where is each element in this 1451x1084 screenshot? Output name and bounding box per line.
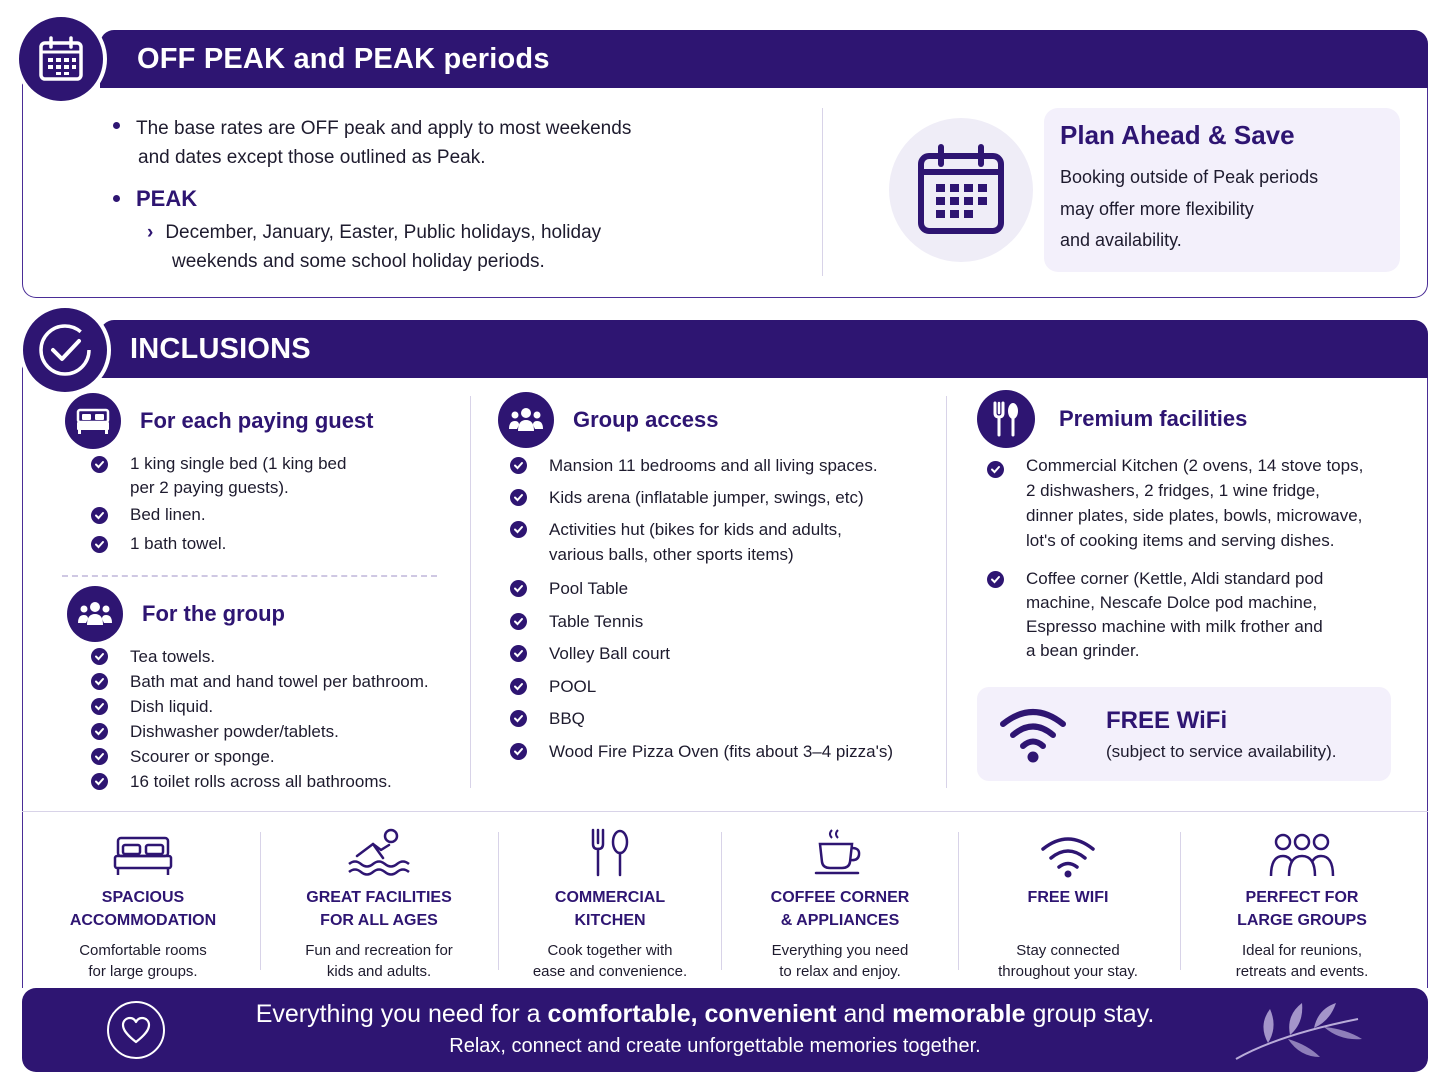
banner-space bbox=[698, 1000, 705, 1028]
list-item bbox=[500, 739, 940, 764]
item-text: various balls, other sports items) bbox=[549, 545, 794, 564]
item-text: Kids arena (inflatable jumper, swings, etc) bbox=[549, 488, 864, 507]
feature-desc-line: ease and convenience. bbox=[532, 963, 688, 980]
list-item bbox=[500, 517, 940, 567]
item-text: Pool Table bbox=[549, 579, 629, 598]
item-text: dinner plates, side plates, bowls, microwave, bbox=[1026, 506, 1363, 525]
feature-title bbox=[269, 886, 489, 932]
list-item bbox=[500, 485, 940, 510]
feature-title-line: GREAT FACILITIES bbox=[306, 889, 452, 906]
feature-icon bbox=[730, 822, 950, 878]
feature-title-line: COFFEE CORNER bbox=[770, 889, 910, 906]
feature-desc-line: Everything you need bbox=[771, 942, 909, 959]
bed-icon bbox=[76, 407, 110, 435]
feature-title-line bbox=[958, 909, 1178, 932]
plan-ahead-text bbox=[1060, 162, 1318, 257]
banner-lead: Everything you need for a bbox=[255, 1000, 548, 1028]
check-icon bbox=[91, 507, 108, 524]
list-item bbox=[81, 744, 461, 769]
feature-desc bbox=[730, 940, 950, 982]
item-text: Table Tennis bbox=[549, 611, 644, 631]
item-text: per 2 paying guests). bbox=[130, 478, 289, 497]
wifi-icon bbox=[1040, 834, 1096, 878]
feature-desc-line: Ideal for reunions, bbox=[1241, 942, 1363, 959]
check-icon bbox=[510, 489, 527, 506]
column-divider-dashed bbox=[62, 575, 437, 577]
item-text: Scourer or sponge. bbox=[130, 747, 275, 766]
free-wifi-title: FREE WiFi bbox=[1106, 707, 1228, 734]
feature-title bbox=[500, 886, 720, 932]
feature-title bbox=[33, 886, 253, 932]
banner-bold-comfortable: comfortable, bbox=[547, 1000, 698, 1028]
feature-coffee bbox=[730, 822, 950, 982]
feature-title bbox=[958, 886, 1178, 932]
group-access-header bbox=[498, 392, 719, 448]
feature-desc-line: kids and adults. bbox=[326, 963, 432, 980]
cutlery-icon bbox=[991, 401, 1021, 437]
banner-tail: group stay. bbox=[1025, 1000, 1155, 1028]
feature-title bbox=[1192, 886, 1412, 932]
item-text: POOL bbox=[549, 676, 597, 696]
item-text: 16 toilet rolls across all bathrooms. bbox=[130, 772, 392, 791]
check-icon bbox=[510, 678, 527, 695]
list-item bbox=[81, 769, 461, 794]
list-item bbox=[81, 644, 461, 669]
check-icon bbox=[91, 673, 108, 690]
features-divider bbox=[22, 811, 1428, 812]
feature-desc-line: for large groups. bbox=[88, 963, 198, 980]
base-rates-bullet bbox=[113, 114, 631, 143]
check-icon bbox=[987, 571, 1004, 588]
list-item-commercial-kitchen bbox=[977, 453, 1417, 553]
feature-separator bbox=[1180, 832, 1181, 970]
check-icon bbox=[91, 773, 108, 790]
feature-icon bbox=[269, 822, 489, 878]
plan-ahead-title: Plan Ahead & Save bbox=[1060, 120, 1295, 150]
list-item bbox=[500, 674, 940, 699]
feature-desc-line: to relax and enjoy. bbox=[779, 963, 901, 980]
list-item bbox=[500, 576, 940, 601]
peak-label: PEAK bbox=[136, 186, 198, 211]
feature-title-line: FREE WIFI bbox=[1027, 889, 1109, 906]
cutlery-icon bbox=[589, 828, 631, 878]
people-badge bbox=[498, 392, 554, 448]
feature-title-line: SPACIOUS bbox=[101, 889, 185, 906]
item-text: Mansion 11 bedrooms and all living spaces. bbox=[549, 456, 878, 475]
list-item bbox=[81, 719, 461, 744]
check-icon bbox=[510, 457, 527, 474]
feature-kitchen bbox=[500, 822, 720, 982]
peak-line1: December, January, Easter, Public holidays, holiday bbox=[165, 222, 602, 243]
item-text: Wood Fire Pizza Oven (fits about 3–4 pizza's) bbox=[549, 742, 894, 761]
feature-facilities bbox=[269, 822, 489, 982]
premium-title: Premium facilities bbox=[1059, 406, 1248, 431]
feature-separator bbox=[498, 832, 499, 970]
premium-header bbox=[977, 390, 1247, 448]
banner-subline: Relax, connect and create unforgettable memories together. bbox=[449, 1035, 981, 1057]
plan-line3: and availability. bbox=[1060, 230, 1182, 250]
feature-spacious bbox=[33, 822, 253, 982]
people-group-icon bbox=[508, 405, 544, 435]
list-item bbox=[500, 609, 940, 634]
feature-wifi bbox=[958, 822, 1178, 982]
peak-divider bbox=[822, 108, 823, 276]
list-item bbox=[500, 641, 940, 666]
feature-desc-line: throughout your stay. bbox=[998, 963, 1138, 980]
feature-desc-line: Cook together with bbox=[547, 942, 673, 959]
premium-list bbox=[977, 453, 1417, 663]
people-group-icon bbox=[77, 599, 113, 629]
feature-separator bbox=[721, 832, 722, 970]
list-item-coffee-corner bbox=[977, 567, 1417, 663]
check-icon bbox=[91, 698, 108, 715]
check-icon bbox=[91, 723, 108, 740]
item-text: 1 king single bed (1 king bed bbox=[130, 454, 347, 473]
feature-title bbox=[730, 886, 950, 932]
item-text: Volley Ball court bbox=[549, 644, 670, 663]
item-text: BBQ bbox=[549, 709, 585, 728]
item-text: machine, Nescafe Dolce pod machine, bbox=[1026, 593, 1318, 612]
check-icon bbox=[510, 521, 527, 538]
peak-line2: weekends and some school holiday periods. bbox=[172, 251, 545, 272]
feature-desc-line: retreats and events. bbox=[1235, 963, 1369, 980]
heart-badge bbox=[107, 1001, 165, 1059]
bed-icon bbox=[113, 834, 173, 878]
item-text: lot's of cooking items and serving dishes. bbox=[1026, 531, 1335, 550]
list-item bbox=[81, 452, 461, 500]
feature-title-line: KITCHEN bbox=[574, 912, 646, 929]
feature-groups bbox=[1192, 822, 1412, 982]
feature-icon bbox=[1192, 822, 1412, 878]
banner-bold-memorable: memorable bbox=[892, 1000, 1026, 1028]
peak-calendar-badge bbox=[15, 13, 107, 105]
feature-separator bbox=[260, 832, 261, 970]
check-icon bbox=[510, 743, 527, 760]
group-access-list bbox=[500, 453, 940, 764]
bullet-dot bbox=[113, 195, 120, 202]
peak-bullet bbox=[113, 186, 197, 212]
item-text: Dishwasher powder/tablets. bbox=[130, 722, 339, 741]
group-list bbox=[81, 644, 461, 794]
inclusions-check-badge bbox=[19, 304, 111, 396]
swimmer-icon bbox=[347, 828, 411, 878]
cutlery-badge bbox=[977, 390, 1035, 448]
feature-title-line: & APPLIANCES bbox=[780, 912, 900, 929]
check-icon bbox=[91, 748, 108, 765]
plan-line2: may offer more flexibility bbox=[1060, 198, 1254, 219]
column-divider bbox=[946, 396, 947, 788]
check-icon bbox=[510, 645, 527, 662]
feature-icon bbox=[33, 822, 253, 878]
banner-and: and bbox=[836, 1000, 893, 1028]
feature-desc bbox=[958, 940, 1178, 982]
base-rates-line2: and dates except those outlined as Peak. bbox=[138, 147, 486, 168]
check-circle-icon bbox=[36, 321, 94, 379]
feature-desc-line: Comfortable rooms bbox=[79, 942, 207, 959]
banner-bold-convenient: convenient bbox=[704, 1000, 837, 1028]
item-text: Dish liquid. bbox=[130, 697, 214, 716]
check-icon bbox=[91, 648, 108, 665]
banner-headline bbox=[170, 1000, 1240, 1029]
coffee-cup-icon bbox=[814, 828, 866, 878]
base-rates-line1: The base rates are OFF peak and apply to most weekends bbox=[136, 118, 632, 139]
people-badge bbox=[67, 586, 123, 642]
feature-title-line: ACCOMMODATION bbox=[69, 912, 217, 929]
check-icon bbox=[510, 710, 527, 727]
people-group-icon bbox=[1269, 832, 1335, 878]
check-icon bbox=[91, 456, 108, 473]
free-wifi-note: (subject to service availability). bbox=[1106, 742, 1337, 761]
each-guest-list bbox=[81, 452, 461, 556]
item-text: Activities hut (bikes for kids and adults, bbox=[549, 520, 842, 539]
feature-desc bbox=[1192, 940, 1412, 982]
feature-title-line: COMMERCIAL bbox=[554, 889, 666, 906]
item-text: Tea towels. bbox=[130, 647, 216, 666]
feature-desc bbox=[33, 940, 253, 982]
plan-calendar-circle bbox=[889, 118, 1033, 262]
leaf-sprig-icon bbox=[1228, 995, 1368, 1065]
feature-icon bbox=[500, 822, 720, 878]
item-text: a bean grinder. bbox=[1026, 641, 1140, 660]
peak-detail bbox=[147, 218, 601, 247]
feature-title-line: PERFECT FOR bbox=[1245, 889, 1359, 906]
calendar-icon bbox=[36, 34, 86, 84]
item-text: Bath mat and hand towel per bathroom. bbox=[130, 672, 429, 691]
list-item bbox=[500, 453, 940, 478]
calendar-icon bbox=[916, 144, 1006, 236]
list-item bbox=[81, 694, 461, 719]
list-item bbox=[500, 706, 940, 731]
item-text: Bed linen. bbox=[130, 505, 206, 524]
feature-desc bbox=[269, 940, 489, 982]
feature-desc-line: Fun and recreation for bbox=[305, 942, 453, 959]
each-guest-header bbox=[65, 393, 374, 449]
item-text: Coffee corner (Kettle, Aldi standard pod bbox=[1026, 569, 1324, 588]
group-access-title: Group access bbox=[573, 407, 719, 432]
list-item bbox=[81, 532, 461, 556]
item-text: Commercial Kitchen (2 ovens, 14 stove tops, bbox=[1026, 456, 1364, 475]
chevron-right-icon: › bbox=[147, 222, 154, 243]
bed-badge bbox=[65, 393, 121, 449]
column-divider bbox=[470, 396, 471, 788]
feature-desc-line: Stay connected bbox=[1016, 942, 1120, 959]
check-icon bbox=[510, 613, 527, 630]
check-icon bbox=[987, 461, 1004, 478]
group-title: For the group bbox=[142, 601, 285, 626]
each-guest-title: For each paying guest bbox=[140, 408, 374, 433]
heart-icon bbox=[121, 1016, 151, 1044]
feature-title-line: LARGE GROUPS bbox=[1237, 912, 1367, 929]
item-text: 1 bath towel. bbox=[130, 534, 227, 553]
item-text: 2 dishwashers, 2 fridges, 1 wine fridge, bbox=[1026, 481, 1320, 500]
feature-icon bbox=[958, 822, 1178, 878]
list-item bbox=[81, 503, 461, 527]
feature-desc bbox=[500, 940, 720, 982]
feature-title-line: FOR ALL AGES bbox=[320, 912, 438, 929]
wifi-icon bbox=[999, 704, 1067, 764]
bullet-dot bbox=[113, 122, 120, 129]
group-header bbox=[67, 586, 285, 642]
item-text: Espresso machine with milk frother and bbox=[1026, 617, 1323, 636]
inclusions-title: INCLUSIONS bbox=[130, 333, 311, 365]
list-item bbox=[81, 669, 461, 694]
check-icon bbox=[91, 536, 108, 553]
check-icon bbox=[510, 580, 527, 597]
plan-line1: Booking outside of Peak periods bbox=[1060, 167, 1319, 187]
peak-section-title: OFF PEAK and PEAK periods bbox=[137, 43, 550, 75]
